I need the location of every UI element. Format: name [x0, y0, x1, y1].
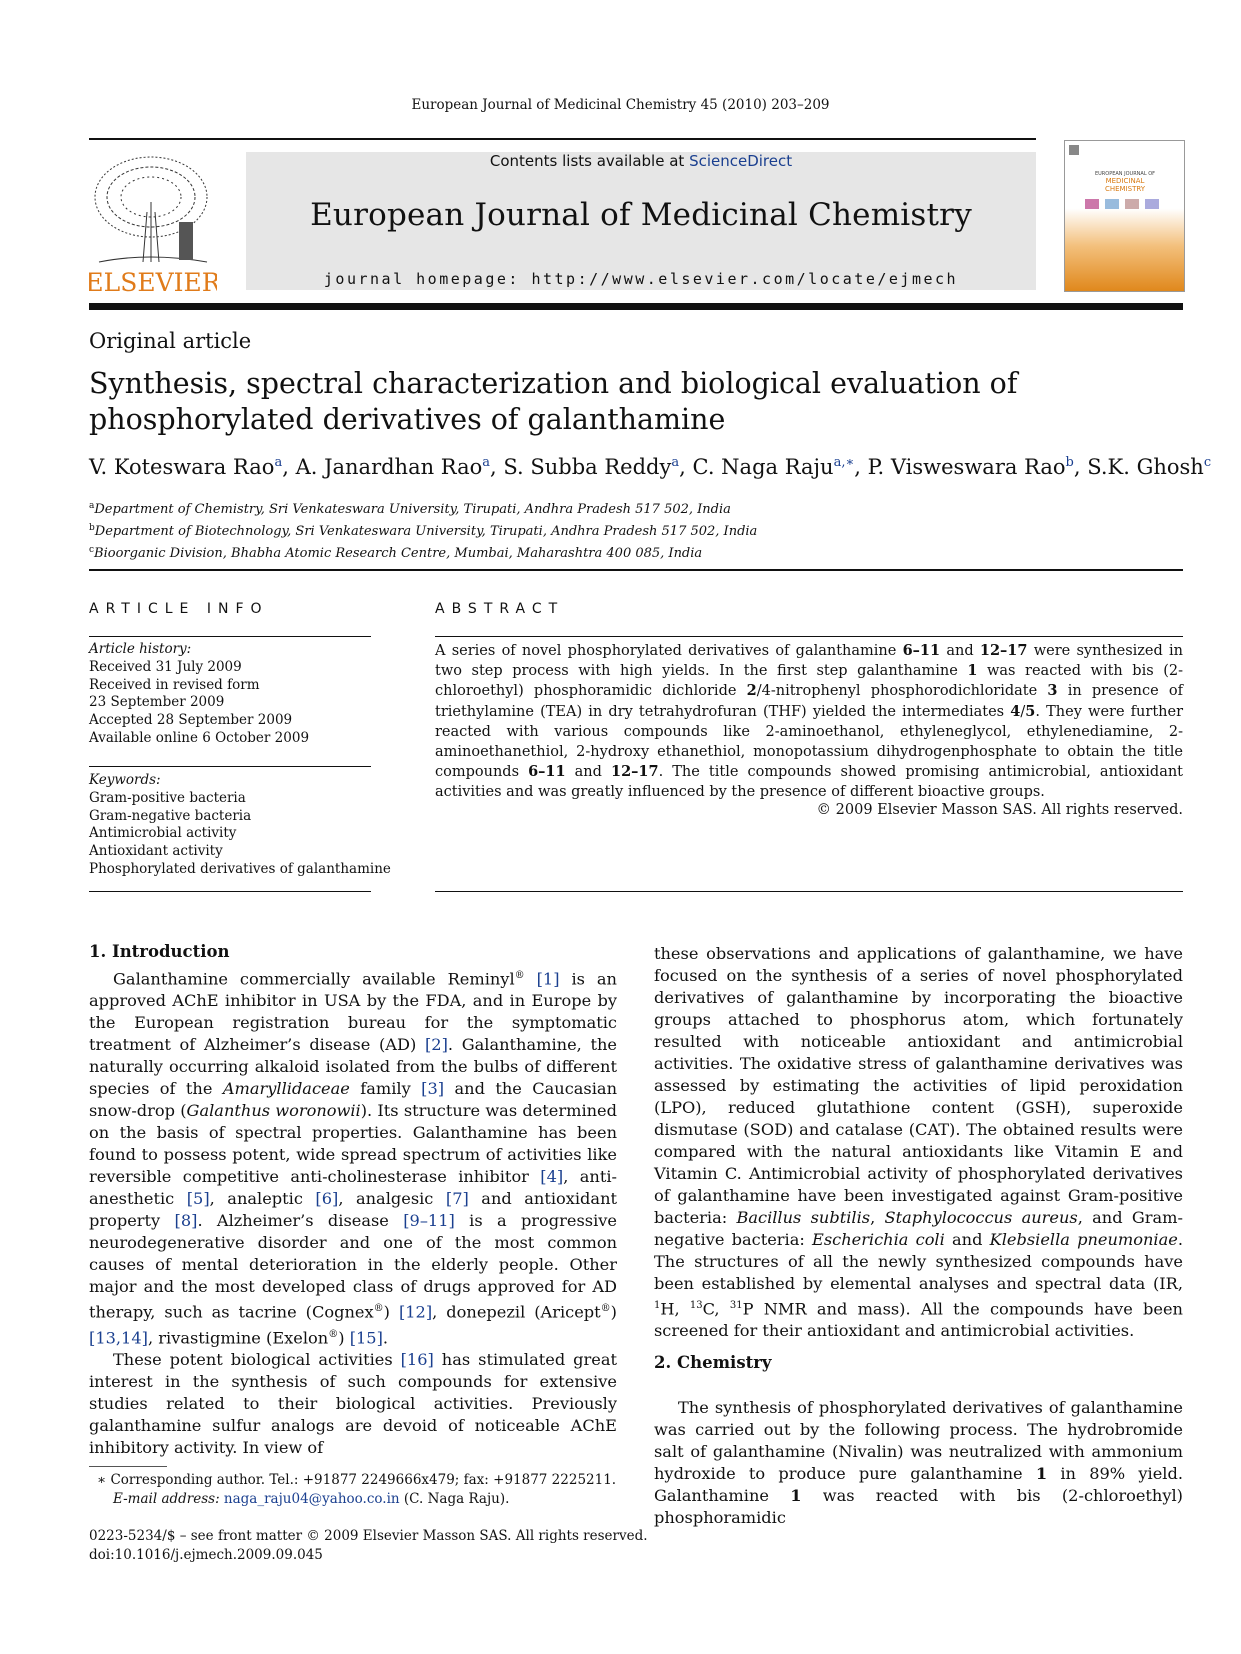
affiliations	[89, 497, 757, 563]
header-thick-rule	[89, 303, 1183, 310]
author-affil-sup[interactable]: a	[671, 455, 680, 470]
citation-link: [15]	[349, 1328, 383, 1348]
svg-text:CHEMISTRY: CHEMISTRY	[1104, 185, 1146, 193]
abstract-text: A series of novel phosphorylated derivatives of galanthamine 6–11 and 12–17 were synthesized in two step process with high yields. In the first step galanthamine 1 was reacted with bis (2-chloroethyl) phosphoramidic dichloride 2/4-nitrophenyl phosphorodichloridate 3 in presence of triethylamine (TEA) in dry tetrahydrofuran (THF) yielded the intermediates 4/5. They were further reacted with various compounds like 2-aminoethanol, ethyleneglycol, ethylenediamine, 2-aminoethanethiol, 2-hydroxy ethanethiol, monopotassium dihydrogenphosphate to obtain the title compounds 6–11 and 12–17. The title compounds showed promising antimicrobial, antioxidant activities and was greatly influenced by the presence of different bioactive groups.	[435, 642, 1184, 801]
article-info-rule	[89, 766, 371, 767]
journal-homepage[interactable]: journal homepage: http://www.elsevier.com/locate/ejmech	[323, 270, 959, 288]
author-affil-sup[interactable]: a	[274, 455, 283, 470]
article-history: Article history: Received 31 July 2009 Received in revised form 23 September 2009 Accepted 28 September 2009 Available online 6 October 2009	[89, 641, 310, 746]
citation-link: [5]	[186, 1189, 210, 1209]
author-affil-sup[interactable]: b	[1065, 455, 1074, 470]
abstract-rule	[435, 891, 1183, 892]
author[interactable]: P. Visweswara Rao	[867, 455, 1066, 479]
author-affil-sup[interactable]: a,∗	[833, 455, 855, 470]
citation-link: [1]	[536, 969, 560, 989]
svg-text:EUROPEAN JOURNAL OF: EUROPEAN JOURNAL OF	[1094, 171, 1156, 177]
author[interactable]: A. Janardhan Rao	[295, 455, 483, 479]
elsevier-tree-icon	[89, 152, 217, 294]
email-link[interactable]: naga_raju04@yahoo.co.in	[223, 1491, 400, 1507]
contents-line: Contents lists available at ScienceDirect	[489, 152, 793, 170]
sciencedirect-link[interactable]: ScienceDirect	[689, 152, 793, 170]
corresponding-author: ∗ Corresponding author. Tel.: +91877 2249666x479; fax: +91877 2225211.	[97, 1472, 617, 1488]
citation-link: [4]	[540, 1167, 564, 1187]
author-affil-sup[interactable]: a	[482, 455, 491, 470]
footnote-rule	[89, 1466, 167, 1467]
keyword: Antimicrobial activity	[89, 825, 237, 842]
article-info-rule	[89, 636, 371, 637]
section-rule	[89, 569, 1183, 571]
citation-link: [6]	[315, 1189, 339, 1209]
citation-link: [12]	[398, 1302, 433, 1322]
abstract-copyright: © 2009 Elsevier Masson SAS. All rights reserved.	[816, 802, 1183, 818]
article-title: Synthesis, spectral characterization and biological evaluation of phosphorylated derivatives of galanthamine	[89, 367, 1018, 436]
journal-banner	[246, 152, 1036, 290]
journal-name: European Journal of Medicinal Chemistry	[310, 197, 972, 233]
journal-cover[interactable]	[1064, 140, 1185, 292]
author[interactable]: V. Koteswara Rao	[89, 455, 275, 479]
history-item: Available online 6 October 2009	[89, 729, 310, 746]
author[interactable]: S.K. Ghosh	[1087, 455, 1204, 479]
history-item: Received 31 July 2009	[89, 658, 242, 675]
citation-link: [9–11]	[403, 1211, 455, 1231]
keyword: Gram-positive bacteria	[89, 789, 246, 806]
cover-image-icon	[1065, 141, 1184, 291]
citation-link: [13,14]	[89, 1328, 148, 1348]
history-item: 23 September 2009	[89, 694, 225, 711]
affiliation: $^c$Bioorganic Division, Bhabha Atomic Research Centre, Mumbai, Maharashtra 400 085, India	[89, 545, 703, 561]
article-info-rule	[89, 891, 371, 892]
citation-link: [3]	[421, 1079, 445, 1099]
article-info-heading: ARTICLE INFO	[89, 601, 269, 617]
citation-link: [16]	[400, 1350, 434, 1370]
journal-citation: European Journal of Medicinal Chemistry 45 (2010) 203–209	[411, 97, 830, 113]
history-item: Received in revised form	[89, 676, 260, 693]
author[interactable]: S. Subba Reddy	[503, 455, 672, 479]
citation-link: [8]	[174, 1211, 198, 1231]
author[interactable]: C. Naga Raju	[692, 455, 834, 479]
elsevier-logo[interactable]	[89, 152, 217, 294]
article-type: Original article	[89, 329, 252, 353]
front-matter: 0223-5234/$ – see front matter © 2009 Elsevier Masson SAS. All rights reserved. doi:10.1016/j.ejmech.2009.09.045	[89, 1528, 648, 1563]
affiliation: $^a$Department of Chemistry, Sri Venkateswara University, Tirupati, Andhra Pradesh 517 502, India	[89, 501, 731, 517]
abstract-heading: ABSTRACT	[435, 601, 565, 617]
introduction-text-continued: these observations and applications of galanthamine, we have focused on the synthesis of a series of novel phosphorylated derivatives of galanthamine by incorporating the bioactive groups attached to phosphorus atom, which fortunately resulted with noticeable antioxidant and antimicrobial activities. The oxidative stress of galanthamine derivatives was assessed by estimating the activities of lipid peroxidation (LPO), reduced glutathione content (GSH), superoxide dismutase (SOD) and catalase (CAT). The obtained results were compared with the natural antioxidants like Vitamin E and Vitamin C. Antimicrobial activity of phosphorylated derivatives of galanthamine have been investigated against Gram-positive bacteria: Bacillus subtilis, Staphylococcus aureus, and Gram-negative bacteria: Escherichia coli and Klebsiella pneumoniae. The structures of all the newly synthesized compounds have been established by elemental analyses and spectral data (IR, $^1$H, $^{13}$C, $^{31}$P NMR and mass). All the compounds have been screened for their antioxidant and antimicrobial activities.	[654, 944, 1183, 1341]
author-affil-sup[interactable]: c	[1203, 455, 1212, 470]
abstract-rule	[435, 636, 1183, 637]
svg-text:ELSEVIER: ELSEVIER	[89, 268, 217, 294]
keyword: Phosphorylated derivatives of galanthamine	[89, 860, 391, 877]
section-heading-introduction: 1. Introduction	[89, 942, 230, 961]
keyword: Antioxidant activity	[89, 843, 223, 860]
affiliation: $^b$Department of Biotechnology, Sri Venkateswara University, Tirupati, Andhra Pradesh 517 502, India	[89, 523, 758, 539]
author-list: V. Koteswara Rao$^a$, A. Janardhan Rao$^a$, S. Subba Reddy$^a$, C. Naga Raju$^{a,∗}$, P. Visweswara Rao$^b$, S.K. Ghosh$^c$	[89, 455, 1212, 479]
section-heading-chemistry: 2. Chemistry	[654, 1353, 772, 1372]
citation-link: [2]	[424, 1035, 448, 1055]
footnote: ∗ Corresponding author. Tel.: +91877 2249666x479; fax: +91877 2225211. E-mail address: naga_raju04@yahoo.co.in (C. Naga Raju).	[97, 1472, 617, 1507]
doi-link[interactable]: doi:10.1016/j.ejmech.2009.09.045	[89, 1547, 323, 1563]
citation-link: [7]	[445, 1189, 469, 1209]
keywords: Keywords: Gram-positive bacteria Gram-negative bacteria Antimicrobial activity Antioxidant activity Phosphorylated derivatives of galanthamine	[89, 772, 391, 877]
chemistry-text: The synthesis of phosphorylated derivatives of galanthamine was carried out by the following process. The hydrobromide salt of galanthamine (Nivalin) was neutralized with ammonium hydroxide to produce pure galanthamine 1 in 89% yield. Galanthamine 1 was reacted with bis (2-chloroethyl) phosphoramidic	[654, 1398, 1183, 1527]
svg-text:MEDICINAL: MEDICINAL	[1105, 177, 1145, 185]
history-item: Accepted 28 September 2009	[89, 712, 293, 729]
keyword: Gram-negative bacteria	[89, 807, 252, 824]
introduction-text: Galanthamine commercially available Reminyl® [1] is an approved AChE inhibitor in USA by the FDA, and in Europe by the European registration bureau for the symptomatic treatment of Alzheimer’s disease (AD) [2]. Galanthamine, the naturally occurring alkaloid isolated from the bulbs of different species of the Amaryllidaceae family [3] and the Caucasian snow-drop (Galanthus woronowii). Its structure was determined on the basis of spectral properties. Galanthamine has been found to possess potent, wide spread spectrum of activities like reversible competitive anti-cholinesterase inhibitor [4], anti-anesthetic [5], analeptic [6], analgesic [7] and antioxidant property [8]. Alzheimer’s disease [9–11] is a progressive neurodegenerative disorder and one of the most common causes of mental deterioration in the elderly people. Other major and the most developed class of drugs approved for AD therapy, such as tacrine (Cognex®) [12], donepezil (Aricept®) [13,14], rivastigmine (Exelon®) [15]. These potent biological activities [16] has stimulated great interest in the synthesis of such compounds for extensive studies related to their biological activities. Previously galanthamine sulfur analogs are devoid of noticeable AChE inhibitory activity. In view of	[89, 969, 618, 1458]
header-rule	[89, 138, 1036, 140]
